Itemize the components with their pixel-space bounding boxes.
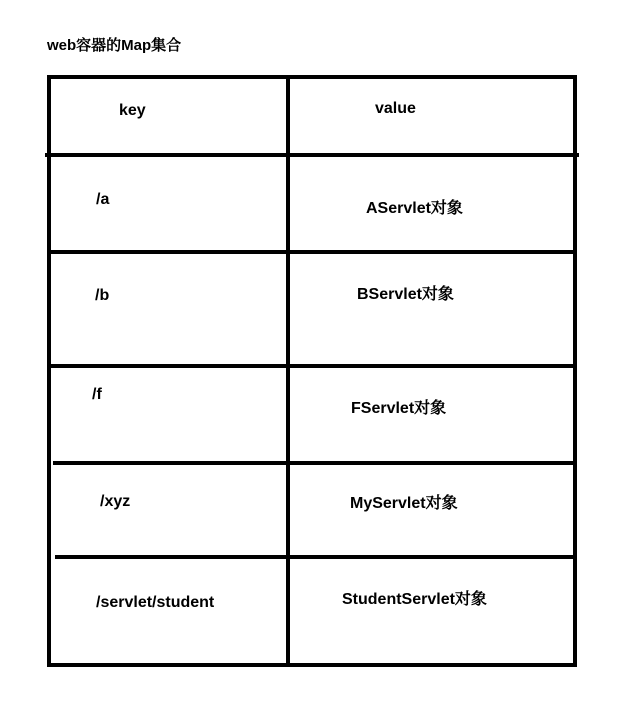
row-2-value: BServlet对象 (357, 286, 454, 303)
row-1-value: AServlet对象 (366, 200, 463, 217)
header-divider (45, 153, 579, 157)
row-3-key: /f (92, 386, 102, 403)
row-5-value: StudentServlet对象 (342, 591, 487, 608)
table-border (47, 75, 577, 667)
row-4-value: MyServlet对象 (350, 495, 458, 512)
row-divider-3 (53, 461, 577, 465)
header-key: key (119, 102, 146, 119)
row-4-key: /xyz (100, 493, 131, 510)
row-5-key: /servlet/student (96, 594, 215, 611)
row-divider-2 (47, 364, 577, 368)
map-table (47, 75, 577, 667)
row-2-key: /b (95, 287, 110, 304)
row-divider-1 (47, 250, 577, 254)
row-3-value: FServlet对象 (351, 400, 447, 417)
row-divider-4 (55, 555, 577, 559)
header-value: value (375, 100, 416, 117)
row-1-key: /a (96, 191, 110, 208)
column-divider (286, 75, 290, 667)
diagram-title: web容器的Map集合 (47, 37, 182, 54)
